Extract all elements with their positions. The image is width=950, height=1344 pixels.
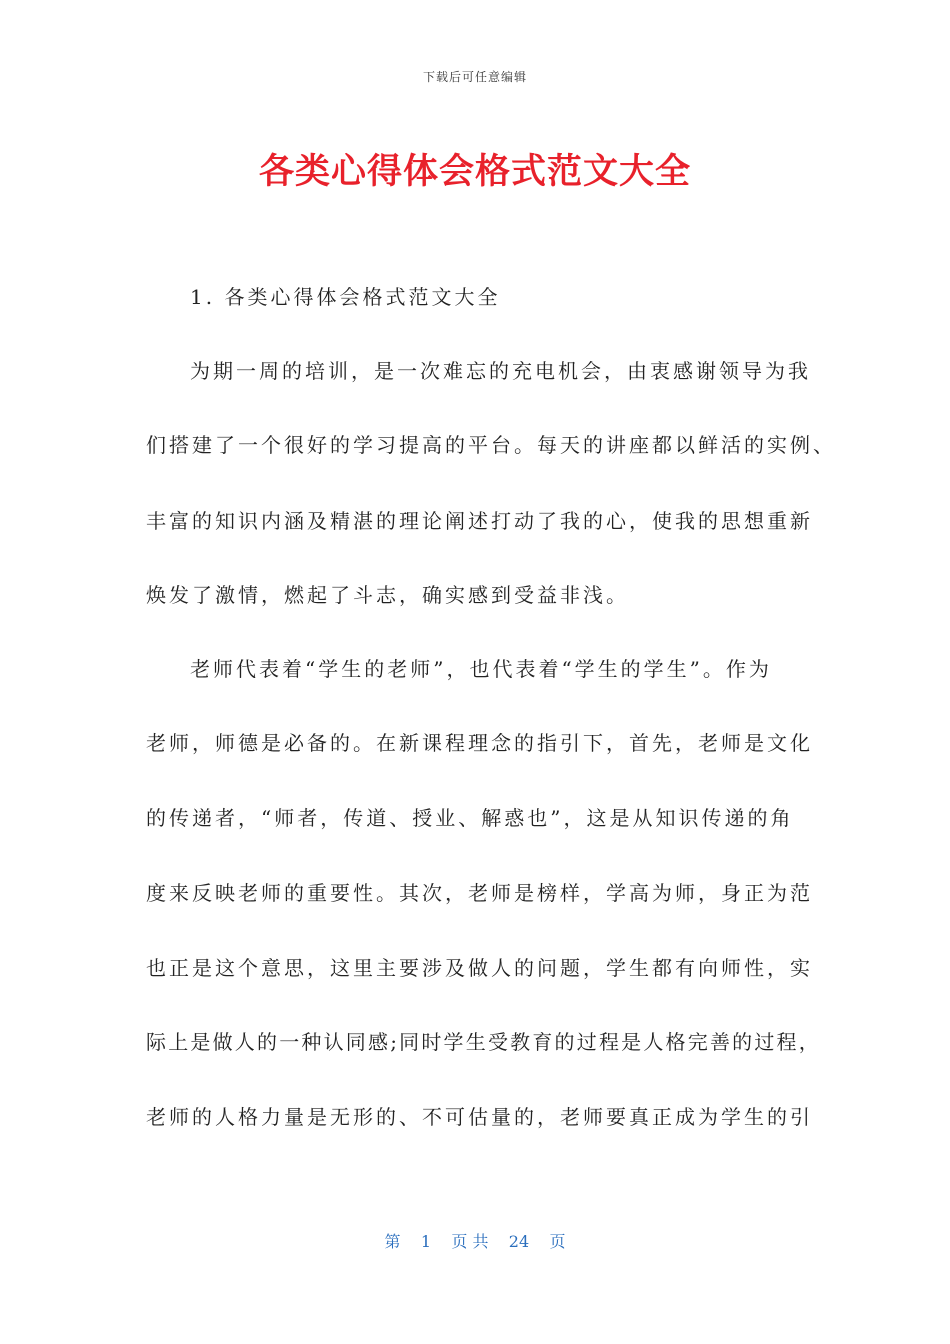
footer-total-pages: 24 [508,1232,530,1251]
paragraph-line: 丰富的知识内涵及精湛的理论阐述打动了我的心，使我的思想重新 [146,509,813,533]
footer-page-label: 第 [384,1232,401,1251]
paragraph-line: 焕发了激情，燃起了斗志，确实感到受益非浅。 [146,583,629,607]
header-note: 下载后可任意编辑 [422,70,527,84]
footer-current-page: 1 [420,1232,432,1251]
paragraph-line: 的传递者，“师者，传道、授业、解惑也”，这是从知识传递的角 [146,806,794,830]
paragraph-line: 们搭建了一个很好的学习提高的平台。每天的讲座都以鲜活的实例、 [146,433,836,457]
paragraph-line: 为期一周的培训，是一次难忘的充电机会，由衷感谢领导为我 [190,359,811,383]
paragraph-line: 度来反映老师的重要性。其次，老师是榜样，学高为师，身正为范 [146,881,813,905]
section-heading: 1. 各类心得体会格式范文大全 [190,285,501,309]
paragraph-line: 际上是做人的一种认同感;同时学生受教育的过程是人格完善的过程， [146,1030,821,1054]
page-footer [0,1229,950,1252]
paragraph-line: 老师代表着“学生的老师”，也代表着“学生的学生”。作为 [190,657,772,681]
paragraph-line: 老师的人格力量是无形的、不可估量的，老师要真正成为学生的引 [146,1105,813,1129]
footer-total-label: 页 共 [451,1232,489,1251]
document-title: 各类心得体会格式范文大全 [258,152,691,192]
footer-end-label: 页 [549,1232,566,1251]
paragraph-line: 老师，师德是必备的。在新课程理念的指引下，首先，老师是文化 [146,731,813,755]
paragraph-line: 也正是这个意思，这里主要涉及做人的问题，学生都有向师性，实 [146,956,813,980]
